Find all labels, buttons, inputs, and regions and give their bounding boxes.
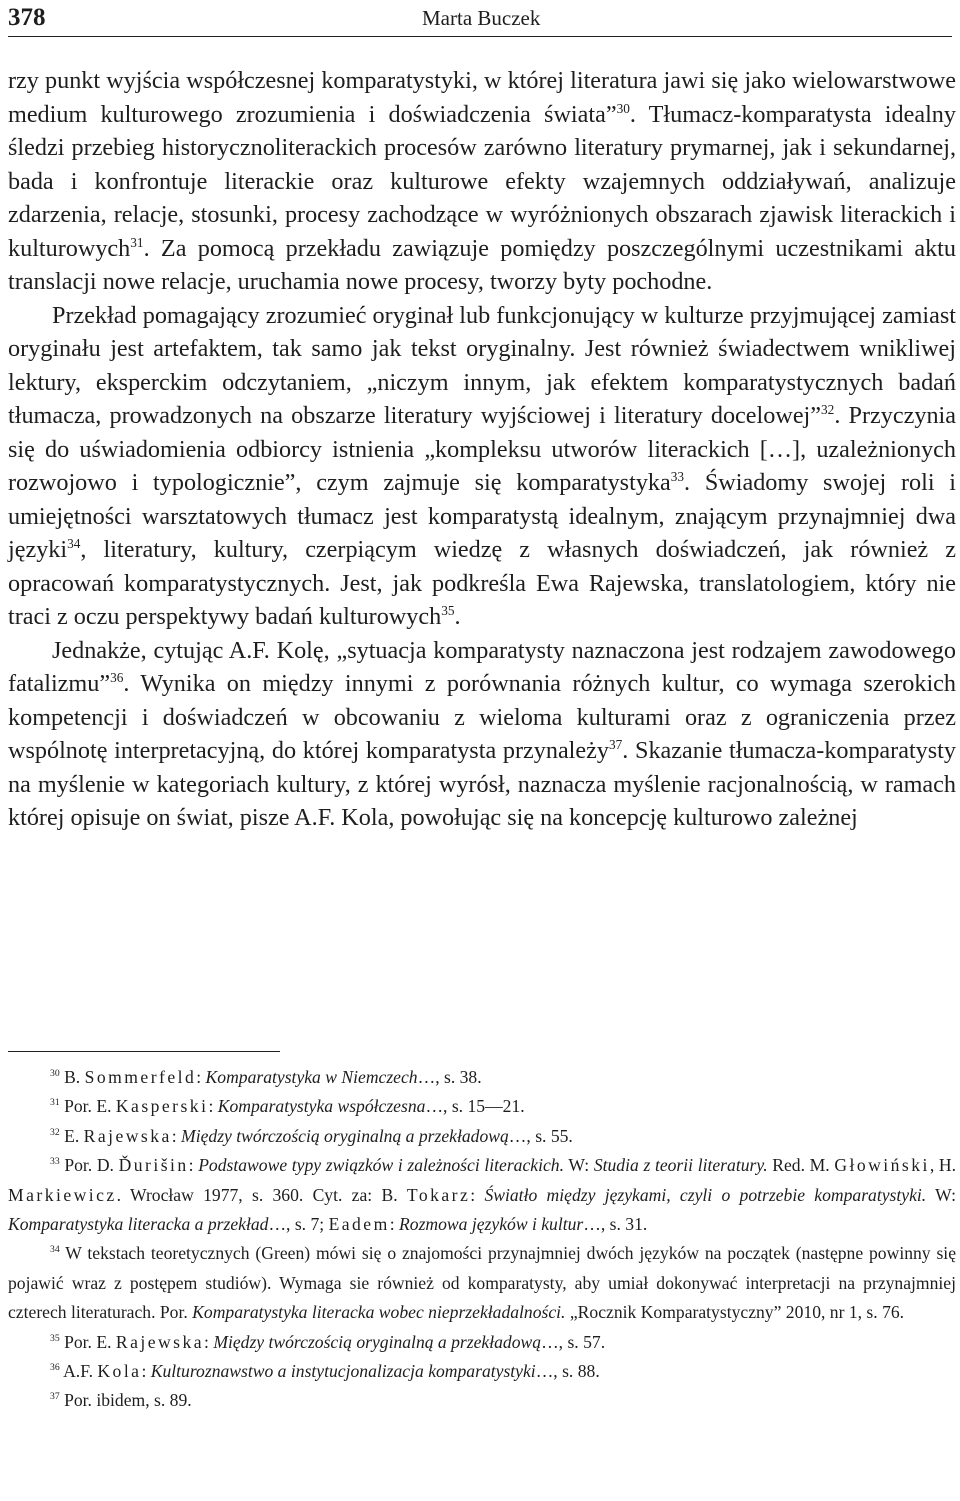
footnote-ref-30[interactable]: 30 — [616, 100, 630, 116]
page-number: 378 — [8, 4, 46, 31]
footnote-ref-36[interactable]: 36 — [110, 669, 124, 685]
running-head-author: Marta Buczek — [422, 6, 541, 30]
footnote-ref-34[interactable]: 34 — [67, 535, 81, 551]
footnote-37: $^{37}$ Por. ibidem, s. 89. — [50, 1390, 192, 1411]
footnote-30: $^{30}$ B. Sommerfeld: Komparatystyka w Niemczech…, s. 38. — [50, 1067, 482, 1087]
footnote-ref-37[interactable]: 37 — [608, 736, 623, 752]
footnote-34: $^{34}$ W tekstach teoretycznych (Green) mówi się o znajomości przynajmniej dwóch języków na początek (następne powinny się pojawić wraz z postępem studiów). Wymaga sie również od komparatysty, aby umiał dokonywać interpretacji na przynajmniej czterech literaturach. Por. Komparatystyka literacka wobec nieprzekładalności. „Rocznik Komparatystyczny” 2010, nr 1, s. 76. — [8, 1243, 956, 1323]
header-rule — [8, 36, 952, 37]
footnote-separator — [8, 1051, 280, 1052]
footnote-35: $^{35}$ Por. E. Rajewska: Między twórczością oryginalną a przekładową…, s. 57. — [50, 1331, 606, 1352]
footnote-ref-31[interactable]: 31 — [130, 234, 144, 250]
footnote-31: $^{31}$ Por. E. Kasperski: Komparatystyka współczesna…, s. 15—21. — [50, 1096, 525, 1117]
footnote-36: $^{36}$ A.F. Kola: Kulturoznawstwo a instytucjonalizacja komparatystyki…, s. 88. — [50, 1361, 600, 1382]
paragraph-1: rzy punkt wyjścia współczesnej komparatystyki, w której literatura jawi się jako wielowarstwowe medium kulturowego zrozumienia i doświadczenia świata”$^{30}$. Tłumacz-komparatysta idealny śledzi przebieg historycznoliterackich procesów zarówno literatury prymarnej, jak i sekundarnej, bada i konfrontuje literackie oraz kulturowe efekty wzajemnych oddziaływań, analizuje zdarzenia, relacje, stosunki, procesy zachodzące w wyróżnionych obszarach zjawisk literackich i kulturowych$^{31}$. Za pomocą przekładu zawiązuje pomiędzy poszczególnymi uczestnikami aktu translacji nowe relacje, uruchamia nowe procesy, tworzy byty pochodne. — [8, 67, 956, 295]
page-header — [8, 0, 952, 36]
footnote-ref-33[interactable]: 33 — [670, 468, 685, 484]
main-text — [8, 64, 956, 835]
footnote-ref-32[interactable]: 32 — [821, 401, 835, 417]
paragraph-3: Jednakże, cytując A.F. Kolę, „sytuacja komparatysty naznaczona jest rodzajem zawodowego fatalizmu”$^{36}$. Wynika on między innymi z porównania różnych kultur, co wymaga szerokich kompetencji i doświadczeń w obcowaniu z wieloma kulturami oraz z ograniczenia przez wspólnotę interpretacyjną, do której komparatysta przynależy$^{37}$. Skazanie tłumacza-komparatysty na myślenie w kategoriach kultury, z której wyrósł, naznacza myślenie racjonalnością, w ramach której opisuje on świat, pisze A.F. Kola, powołując się na koncepcję kulturowo zależnej — [8, 636, 956, 831]
footnotes — [8, 1063, 956, 1416]
footnote-33: $^{33}$ Por. D. Ďurišin: Podstawowe typy związków i zależności literackich. W: Studia z teorii literatury. Red. M. Głowiński, H. Markiewicz. Wrocław 1977, s. 360. Cyt. za: B. Tokarz: Światło między językami, czyli o potrzebie komparatystyki. W: Komparatystyka literacka a przekład…, s. 7; Eadem: Rozmowa języków i kultur…, s. 31. — [8, 1155, 957, 1235]
paragraph-2: Przekład pomagający zrozumieć oryginał lub funkcjonujący w kulturze przyjmującej zamiast oryginału jest artefaktem, tak samo jak tekst oryginalny. Jest również świadectwem wnikliwej lektury, eksperckim odczytaniem, „niczym innym, jak efektem komparatystycznych badań tłumacza, prowadzonych na obszarze literatury wyjściowej i literatury docelowej”$^{32}$. Przyczynia się do uświadomienia odbiorcy istnienia „kompleksu utworów literackich […], uzależnionych rozwojowo i typologicznie”, czym zajmuje się komparatystyka$^{33}$. Świadomy swojej roli i umiejętności warsztatowych tłumacz jest komparatystą idealnym, znającym przynajmniej dwa języki$^{34}$, literatury, kultury, czerpiącym wiedzę z własnych doświadczeń, jak również z opracowań komparatystycznych. Jest, jak podkreśla Ewa Rajewska, translatologiem, który nie traci z oczu perspektywy badań kulturowych$^{35}$. — [8, 301, 957, 630]
footnote-ref-35[interactable]: 35 — [441, 602, 455, 618]
footnote-32: $^{32}$ E. Rajewska: Między twórczością oryginalną a przekładową…, s. 55. — [50, 1125, 573, 1146]
